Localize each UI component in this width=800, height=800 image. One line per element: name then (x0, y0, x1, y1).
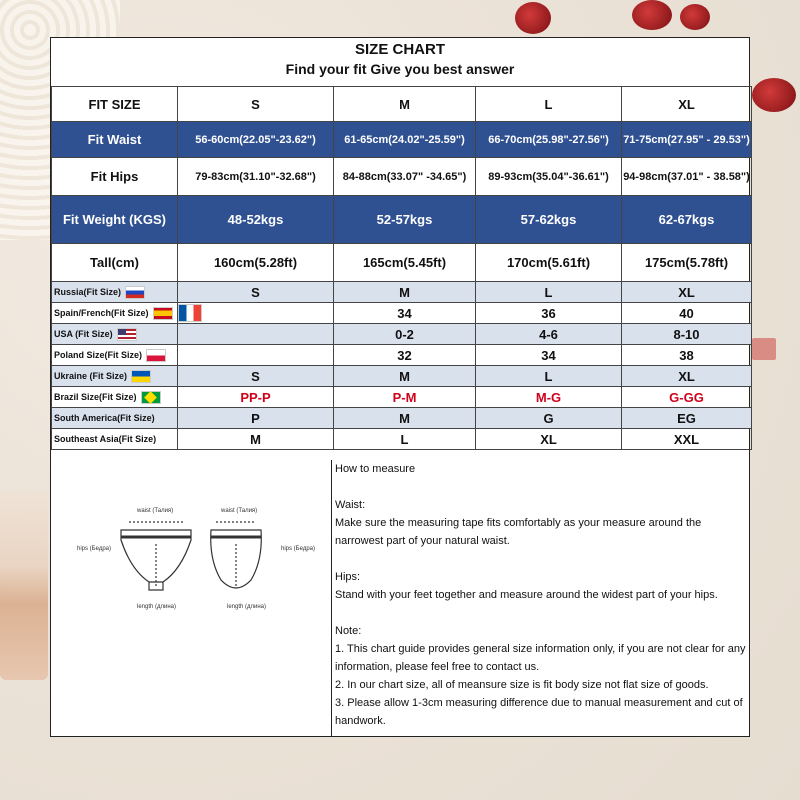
ukraine-flag-icon (131, 370, 151, 383)
table-cell: 160cm(5.28ft) (178, 244, 334, 282)
rose-decoration (632, 0, 672, 30)
table-header-row (52, 87, 752, 122)
table-cell: XL (622, 282, 752, 303)
table-cell: XL (476, 429, 622, 450)
country-label: Brazil Size(Fit Size) (54, 391, 137, 402)
table-cell: L (334, 429, 476, 450)
row-label: Fit Waist (52, 122, 178, 158)
row-label: Tall(cm) (52, 244, 178, 282)
country-label: USA (Fit Size) (54, 328, 113, 339)
size-chart-sheet (50, 37, 750, 737)
table-cell: 0-2 (334, 324, 476, 345)
lower-section (51, 460, 749, 737)
table-cell: G (476, 408, 622, 429)
brazil-flag-icon (141, 391, 161, 404)
spain-flag-icon (153, 307, 173, 320)
note-item: 3. Please allow 1-3cm measuring difference due to manual measurement and cut of handwork. (335, 697, 743, 727)
makeup-palette-decoration (0, 490, 48, 680)
header-cell: S (178, 87, 334, 122)
front-length-label: length (длина) (137, 604, 177, 610)
table-cell: 52-57kgs (334, 196, 476, 244)
table-cell: 62-67kgs (622, 196, 752, 244)
title-box (51, 38, 749, 87)
hips-text: Stand with your feet together and measure around the widest part of your hips. (335, 589, 718, 601)
table-cell: 57-62kgs (476, 196, 622, 244)
country-label: South America(Fit Size) (52, 408, 178, 429)
country-label: Poland Size(Fit Size) (54, 349, 143, 360)
table-cell: 79-83cm(31.10"-32.68") (178, 158, 334, 196)
table-cell: 4-6 (476, 324, 622, 345)
table-cell: 48-52kgs (178, 196, 334, 244)
header-cell: FIT SIZE (52, 87, 178, 122)
waist-title: Waist: (335, 499, 366, 511)
chart-subtitle: Find your fit Give you best answer (285, 61, 515, 77)
table-row (52, 408, 752, 429)
back-length-label: length (длина) (227, 604, 267, 610)
table-cell: S (178, 366, 334, 387)
table-cell: L (476, 282, 622, 303)
table-row (52, 244, 752, 282)
table-cell: M (334, 282, 476, 303)
table-cell: 175cm(5.78ft) (622, 244, 752, 282)
pink-box-decoration (752, 338, 776, 360)
header-cell: L (476, 87, 622, 122)
note-title: Note: (335, 625, 362, 637)
table-cell: 56-60cm(22.05"-23.62") (178, 122, 334, 158)
table-row (52, 345, 752, 366)
underwear-diagram-icon (51, 460, 331, 737)
front-hips-label: hips (Бедра) (77, 546, 111, 552)
front-waist-label: waist (Талия) (137, 508, 174, 514)
table-cell: 61-65cm(24.02"-25.59") (334, 122, 476, 158)
table-row (52, 303, 752, 324)
usa-flag-icon (117, 328, 137, 341)
table-cell: EG (622, 408, 752, 429)
back-waist-label: waist (Талия) (221, 508, 258, 514)
country-label: Southeast Asia(Fit Size) (52, 429, 178, 450)
country-label: Spain/French(Fit Size) (54, 307, 149, 318)
table-cell: 38 (622, 345, 752, 366)
table-cell: 84-88cm(33.07" -34.65") (334, 158, 476, 196)
table-cell: 170cm(5.61ft) (476, 244, 622, 282)
row-label: Fit Weight (KGS) (52, 196, 178, 244)
table-row (52, 387, 752, 408)
rose-decoration (515, 2, 551, 34)
header-cell: XL (622, 87, 752, 122)
table-cell: 32 (334, 345, 476, 366)
table-cell: 8-10 (622, 324, 752, 345)
table-cell (178, 345, 334, 366)
row-label: Fit Hips (52, 158, 178, 196)
france-flag-icon (178, 304, 202, 322)
table-cell: 34 (476, 345, 622, 366)
hips-title: Hips: (335, 571, 361, 583)
back-hips-label: hips (Бедра) (281, 546, 315, 552)
waist-text: Make sure the measuring tape fits comfortably as your measure around the narrowest part of your natural waist. (335, 517, 702, 547)
table-cell: 89-93cm(35.04"-36.61") (476, 158, 622, 196)
table-cell: PP-P (178, 387, 334, 408)
table-cell: 165cm(5.45ft) (334, 244, 476, 282)
table-cell: P (178, 408, 334, 429)
table-row (52, 429, 752, 450)
table-row (52, 324, 752, 345)
size-table (51, 86, 752, 450)
table-cell: L (476, 366, 622, 387)
table-cell: M (334, 366, 476, 387)
rose-decoration (680, 4, 710, 30)
table-cell: S (178, 282, 334, 303)
table-cell: G-GG (622, 387, 752, 408)
table-row (52, 366, 752, 387)
table-cell: 36 (476, 303, 622, 324)
table-cell: M (178, 429, 334, 450)
table-cell: XL (622, 366, 752, 387)
measure-instructions (335, 460, 749, 730)
table-cell: 34 (334, 303, 476, 324)
note-item: 2. In our chart size, all of meansure size is fit body size not flat size of goods. (335, 679, 709, 691)
poland-flag-icon (146, 349, 166, 362)
instructions-heading: How to measure (335, 463, 416, 475)
country-label: Russia(Fit Size) (54, 286, 122, 297)
table-cell: 40 (622, 303, 752, 324)
header-cell: M (334, 87, 476, 122)
table-cell: M-G (476, 387, 622, 408)
table-row (52, 282, 752, 303)
rose-decoration (752, 78, 796, 112)
note-item: 1. This chart guide provides general size information only, if you are not clear for any information, please feel free to contact us. (335, 643, 746, 673)
russia-flag-icon (125, 286, 145, 299)
table-row (52, 196, 752, 244)
table-cell: 66-70cm(25.98"-27.56") (476, 122, 622, 158)
measurement-diagram (51, 460, 332, 737)
table-cell: M (334, 408, 476, 429)
table-cell: P-M (334, 387, 476, 408)
table-cell: 71-75cm(27.95" - 29.53") (622, 122, 752, 158)
chart-title: SIZE CHART (355, 41, 445, 58)
table-row (52, 122, 752, 158)
table-cell: 94-98cm(37.01" - 38.58") (622, 158, 752, 196)
table-cell (178, 324, 334, 345)
table-row (52, 158, 752, 196)
country-label: Ukraine (Fit Size) (54, 370, 128, 381)
table-cell: XXL (622, 429, 752, 450)
